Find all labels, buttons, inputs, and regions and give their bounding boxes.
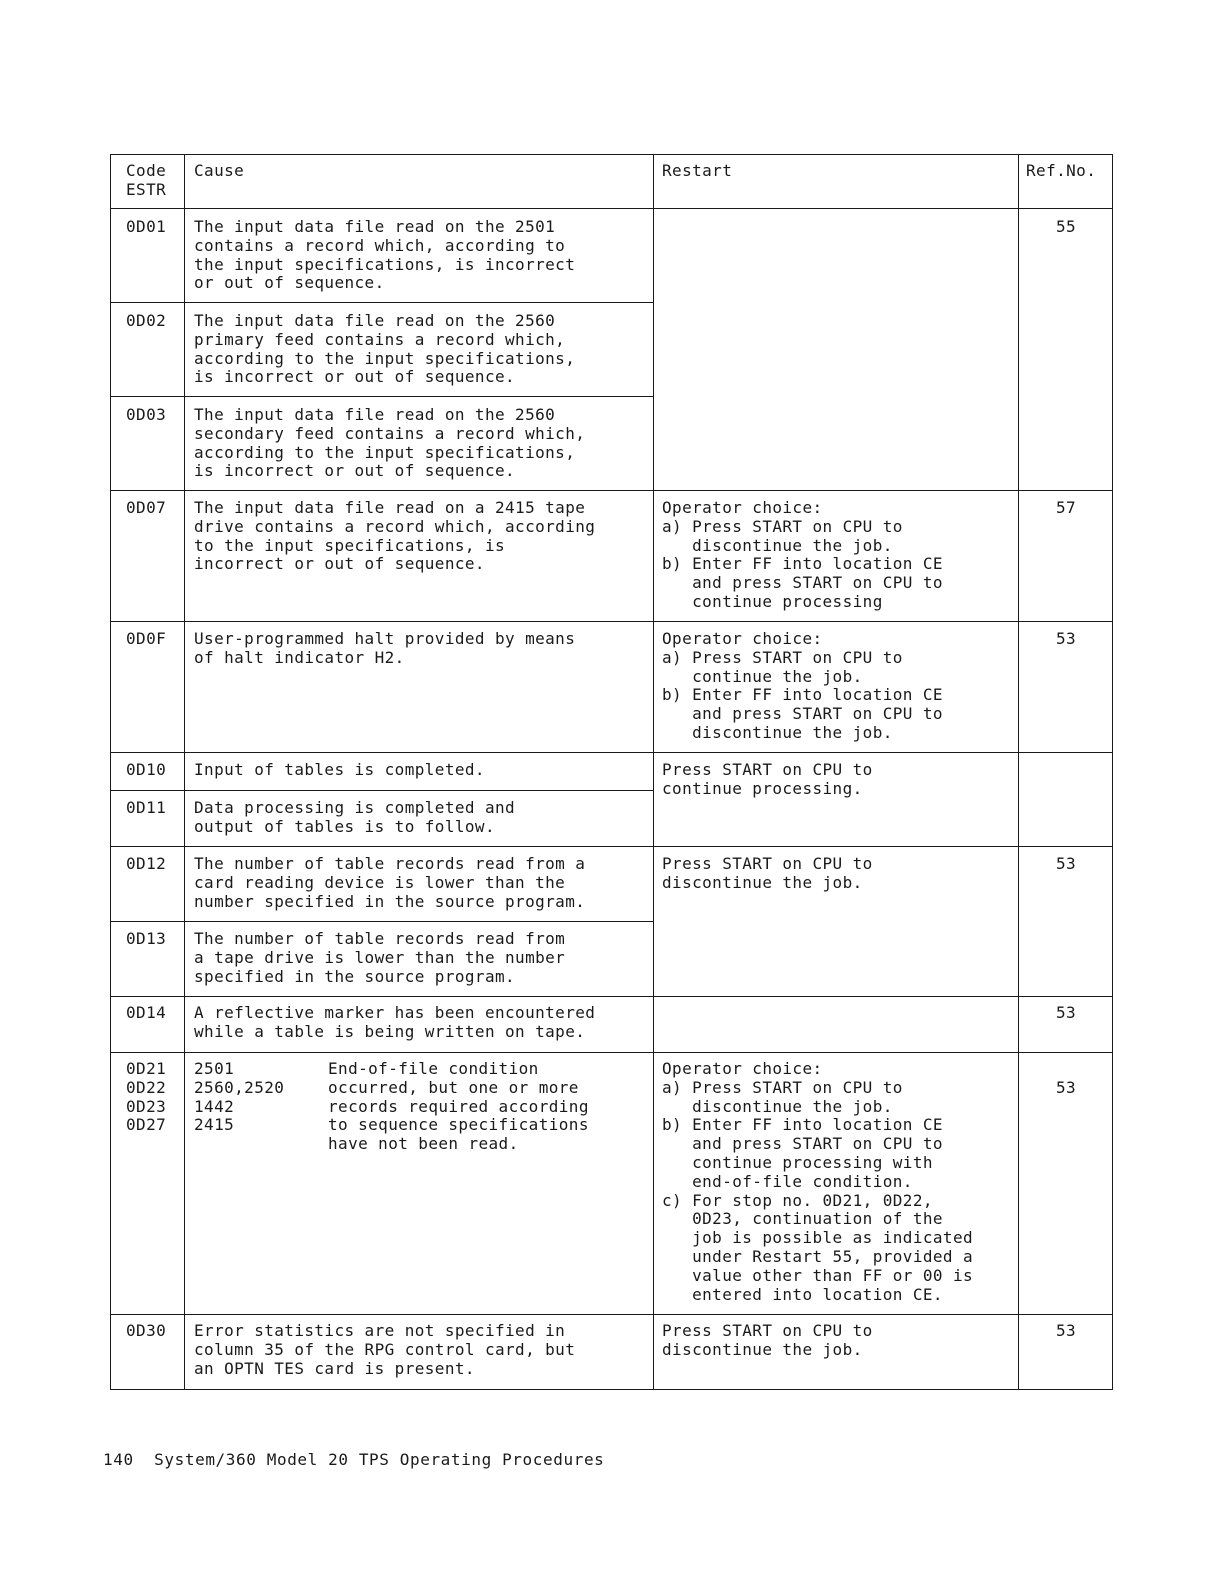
ref-number: 57 — [1055, 498, 1077, 517]
code-cell: 0D11 — [126, 798, 167, 817]
code-cell: 0D30 — [126, 1321, 167, 1340]
cause-devices-cell: 2501 2560,2520 1442 2415 — [194, 1059, 285, 1135]
row-separator — [110, 846, 1113, 847]
ref-number: 53 — [1055, 1321, 1077, 1340]
ref-number: 53 — [1055, 854, 1077, 873]
ref-number: 53 — [1055, 1003, 1077, 1022]
restart-cell: Press START on CPU to continue processing. — [662, 760, 873, 798]
ref-number: 53 — [1055, 629, 1077, 648]
cause-cell: The input data file read on the 2501 contains a record which, according to the input specifications, is incorrect or out of sequence. — [194, 217, 576, 293]
restart-cell: Operator choice: a) Press START on CPU to discontinue the job. b) Enter FF into location CE and press START on CPU to continue processing — [662, 498, 943, 611]
cause-cell: User-programmed halt provided by means of halt indicator H2. — [194, 629, 576, 667]
table-border-top — [110, 154, 1113, 155]
halt-code-table — [110, 154, 1123, 1398]
cause-cell: Data processing is completed and output of tables is to follow. — [194, 798, 516, 836]
ref-number: 53 — [1055, 1078, 1077, 1097]
ref-number: 55 — [1055, 217, 1077, 236]
cause-cell: The input data file read on the 2560 primary feed contains a record which, according to the input specifications, is incorrect or out of sequence. — [194, 311, 576, 387]
cause-cell: The number of table records read from a card reading device is lower than the number specified in the source program. — [194, 854, 586, 911]
row-separator — [110, 302, 654, 303]
restart-cell: Press START on CPU to discontinue the job. — [662, 854, 873, 892]
header-separator — [110, 208, 1113, 209]
column-divider-restart — [1018, 154, 1019, 1389]
header-code: Code ESTR — [126, 161, 167, 199]
code-cell: 0D07 — [126, 498, 167, 517]
code-cell: 0D14 — [126, 1003, 167, 1022]
restart-cell: Operator choice: a) Press START on CPU to discontinue the job. b) Enter FF into location CE and press START on CPU to continue processing with end-of-file condition. c) For stop no. 0D21, 0D22, 0D23, continuation of the job is possible as indicated under Restart 55, provided a value other than FF or 00 is entered into location CE. — [662, 1059, 974, 1304]
row-separator — [110, 490, 1113, 491]
code-cell: 0D13 — [126, 929, 167, 948]
column-divider-cause — [653, 154, 654, 1389]
cause-cell: End-of-file condition occurred, but one or more records required according to sequence specifications have not been read. — [328, 1059, 589, 1154]
code-cell: 0D03 — [126, 405, 167, 424]
row-separator — [110, 621, 1113, 622]
code-cell: 0D21 0D22 0D23 0D27 — [126, 1059, 167, 1135]
header-ref-no: Ref.No. — [1026, 161, 1097, 180]
restart-cell: Press START on CPU to discontinue the job. — [662, 1321, 873, 1359]
code-cell: 0D12 — [126, 854, 167, 873]
header-cause: Cause — [194, 161, 245, 180]
code-cell: 0D10 — [126, 760, 167, 779]
row-separator — [110, 996, 1113, 997]
code-cell: 0D0F — [126, 629, 167, 648]
page-footer: 140 System/360 Model 20 TPS Operating Procedures — [103, 1450, 605, 1469]
table-border-bottom — [110, 1389, 1113, 1390]
row-separator — [110, 1314, 1113, 1315]
header-restart: Restart — [662, 161, 733, 180]
cause-cell: Input of tables is completed. — [194, 760, 485, 779]
cause-cell: The input data file read on the 2560 secondary feed contains a record which, according to the input specifications, is incorrect or out of sequence. — [194, 405, 586, 481]
row-separator — [110, 1052, 1113, 1053]
code-cell: 0D02 — [126, 311, 167, 330]
table-border-left — [110, 154, 111, 1389]
cause-cell: The number of table records read from a tape drive is lower than the number specified in the source program. — [194, 929, 566, 986]
row-separator — [110, 790, 654, 791]
row-separator — [110, 921, 654, 922]
cause-cell: The input data file read on a 2415 tape drive contains a record which, according to the input specifications, is incorrect or out of sequence. — [194, 498, 596, 574]
cause-cell: A reflective marker has been encountered while a table is being written on tape. — [194, 1003, 596, 1041]
restart-cell: Operator choice: a) Press START on CPU to continue the job. b) Enter FF into location CE and press START on CPU to discontinue the job. — [662, 629, 943, 742]
row-separator — [110, 752, 1113, 753]
table-border-right — [1112, 154, 1113, 1389]
code-cell: 0D01 — [126, 217, 167, 236]
row-separator — [110, 396, 654, 397]
cause-cell: Error statistics are not specified in column 35 of the RPG control card, but an OPTN TES card is present. — [194, 1321, 576, 1378]
